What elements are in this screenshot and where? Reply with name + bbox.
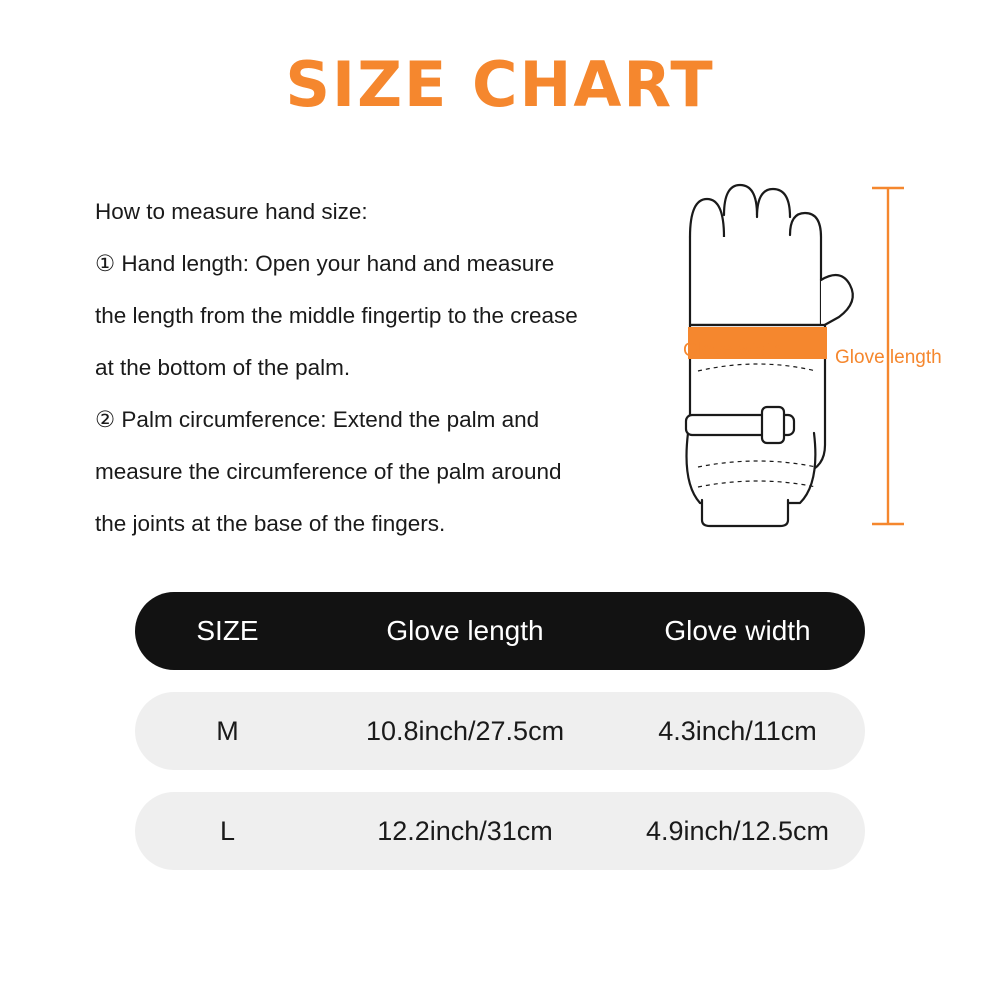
measure-instructions	[95, 186, 640, 550]
size-table	[135, 592, 865, 892]
instruction-line-6: measure the circumference of the palm around	[95, 459, 562, 484]
glove-diagram	[650, 175, 980, 545]
instruction-line-1: How to measure hand size:	[95, 199, 368, 224]
table-row	[135, 692, 865, 770]
cell-glove-width: 4.9inch/12.5cm	[645, 815, 830, 846]
header-size: SIZE	[196, 615, 259, 646]
cell-glove-length: 10.8inch/27.5cm	[365, 715, 565, 746]
instruction-line-2: ① Hand length: Open your hand and measure	[95, 251, 555, 276]
header-glove-length: Glove length	[386, 615, 544, 646]
table-row	[135, 792, 865, 870]
cell-size: M	[216, 715, 239, 746]
page-title: SIZE CHART	[285, 48, 715, 121]
cell-glove-width: 4.3inch/11cm	[658, 715, 817, 746]
cell-size: L	[219, 815, 236, 846]
instruction-line-4: at the bottom of the palm.	[95, 355, 351, 380]
instruction-line-3: the length from the middle fingertip to the crease	[95, 303, 578, 328]
glove-width-label: Glove width	[683, 340, 783, 361]
cell-glove-length: 12.2inch/31cm	[377, 815, 553, 846]
instruction-line-5: ② Palm circumference: Extend the palm and	[95, 407, 540, 432]
header-glove-width: Glove width	[664, 615, 811, 646]
instruction-line-7: the joints at the base of the fingers.	[95, 511, 446, 536]
glove-length-label: Glove length	[835, 347, 942, 368]
table-header-row	[135, 592, 865, 670]
